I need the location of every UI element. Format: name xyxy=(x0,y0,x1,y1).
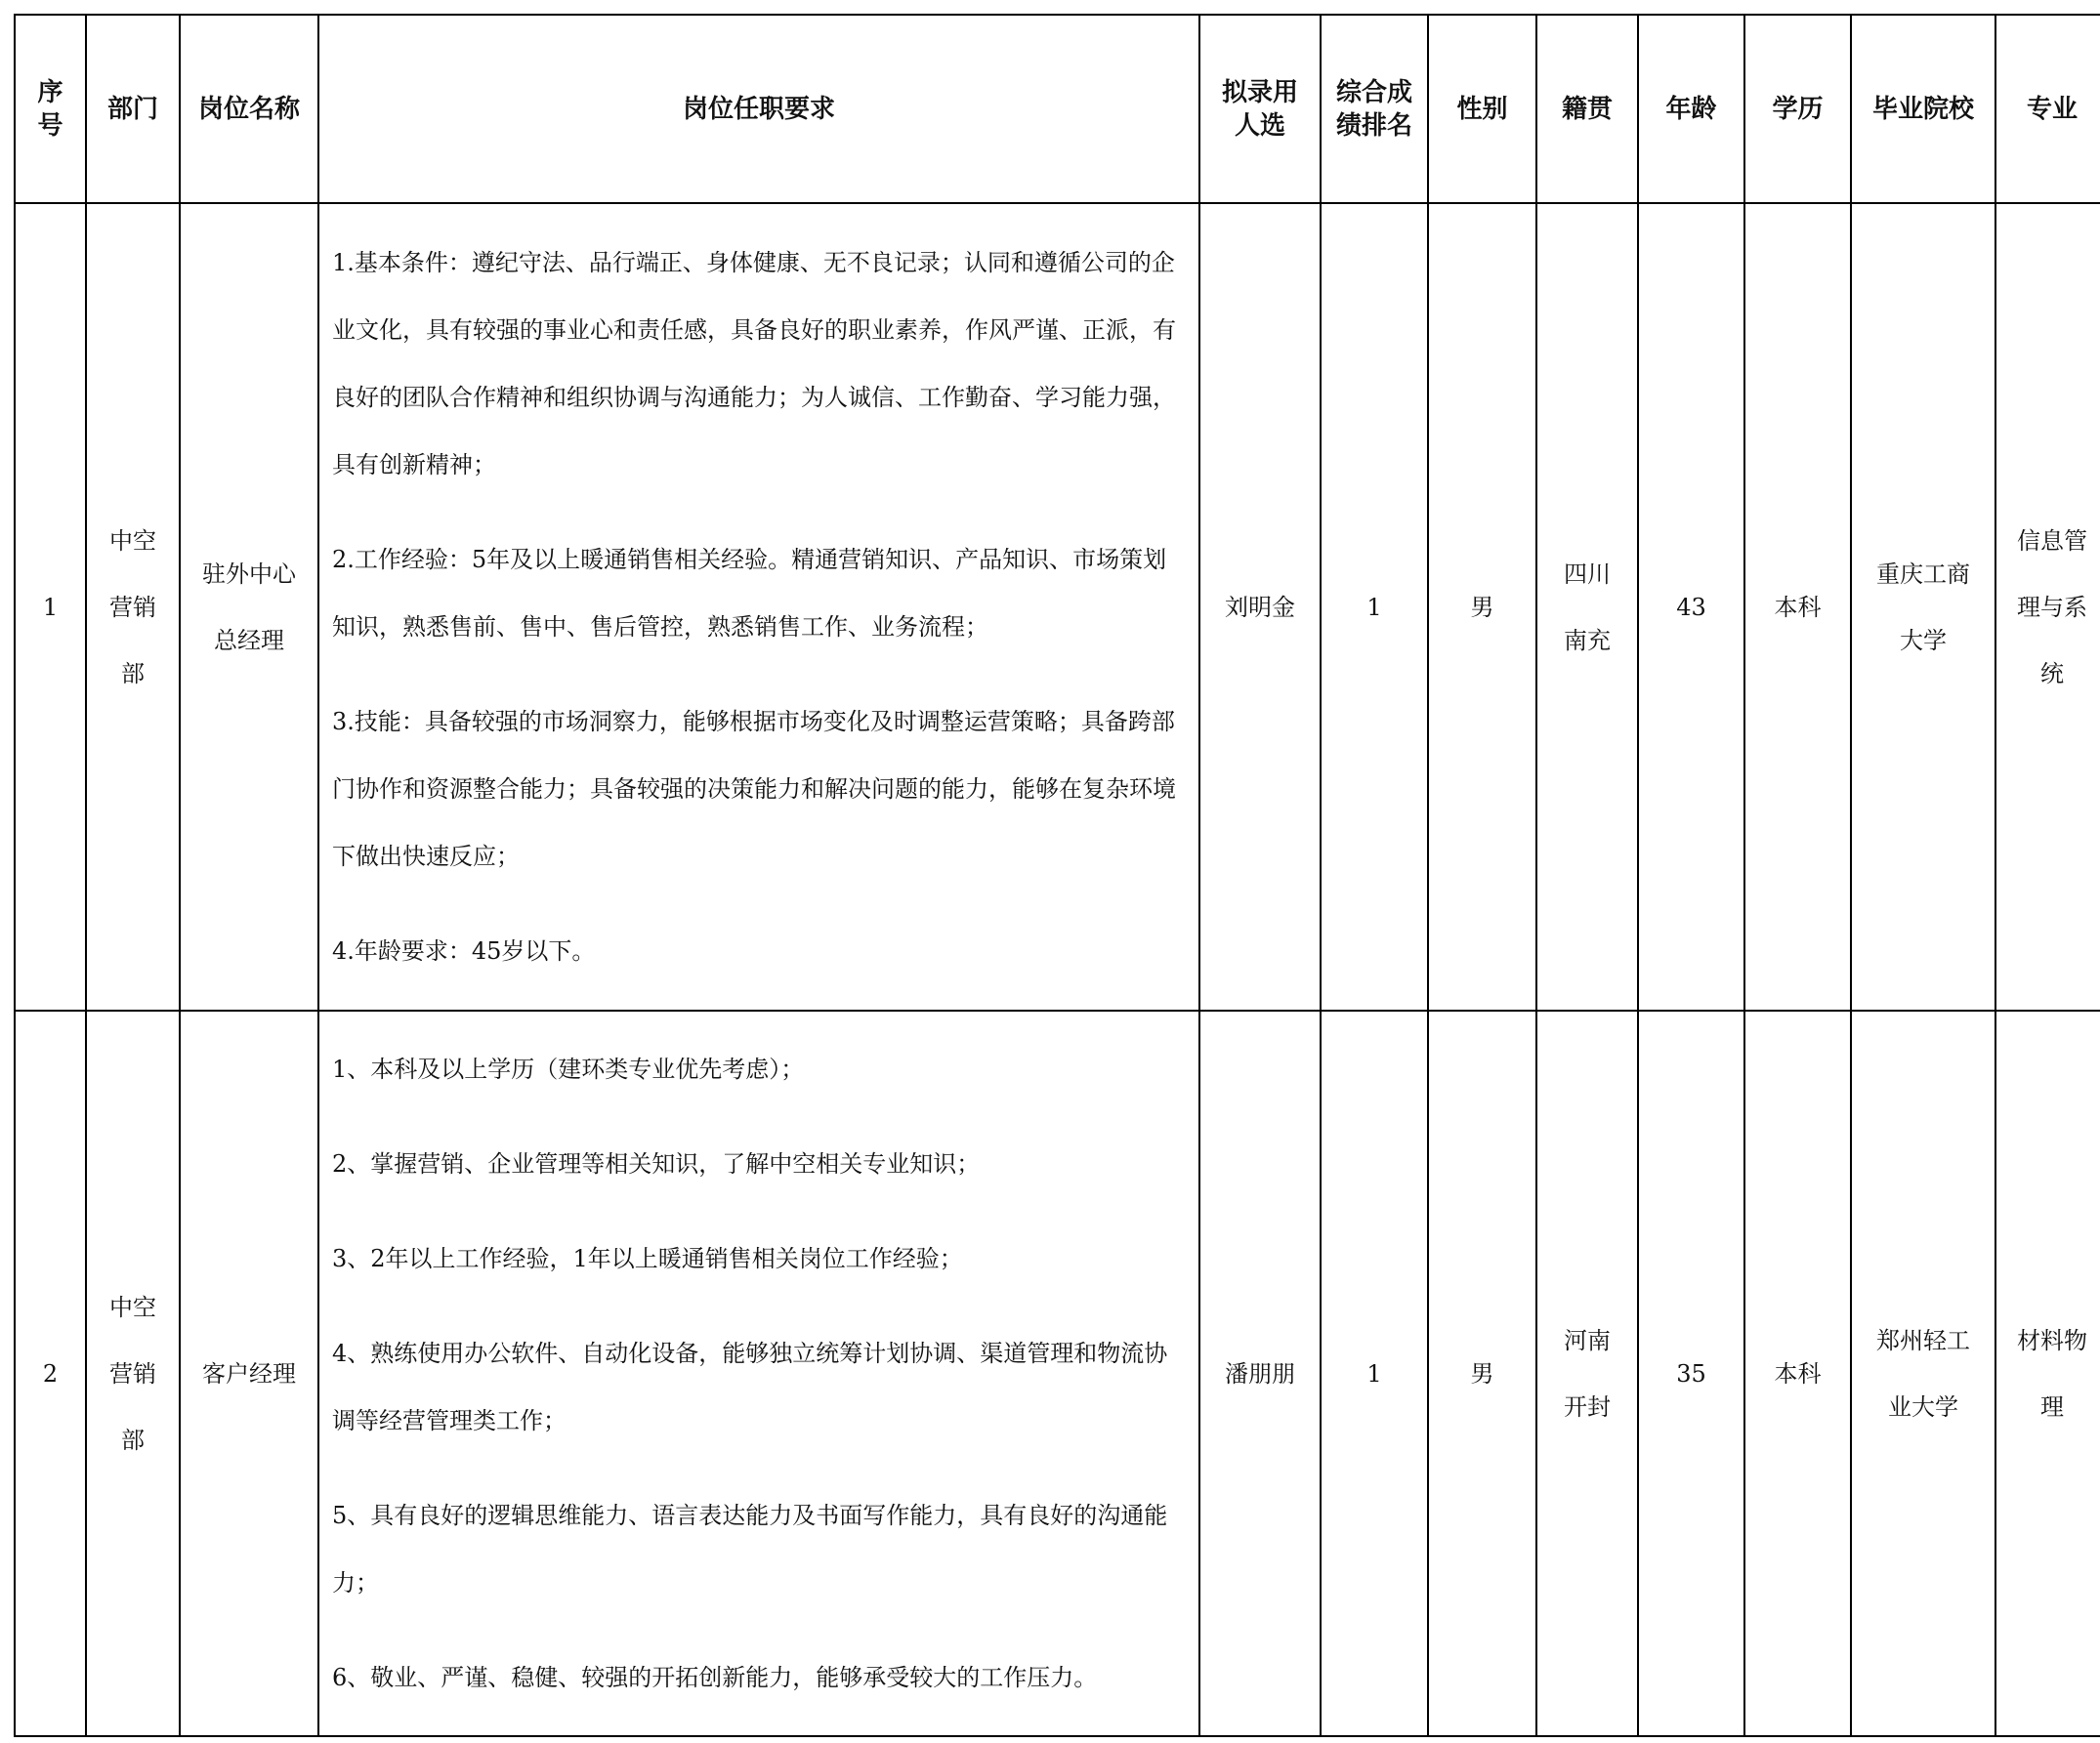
header-school: 毕业院校 xyxy=(1851,15,1995,203)
requirement-item: 5、具有良好的逻辑思维能力、语言表达能力及书面写作能力，具有良好的沟通能力； xyxy=(332,1501,1168,1597)
row-age: 43 xyxy=(1638,203,1744,1011)
row-rank: 1 xyxy=(1321,1011,1428,1736)
requirement-item: 6、敬业、严谨、稳健、较强的开拓创新能力，能够承受较大的工作压力。 xyxy=(332,1663,1098,1691)
row-dept: 中空营销部 xyxy=(86,203,180,1011)
header-candidate: 拟录用人选 xyxy=(1199,15,1321,203)
requirement-item: 4、熟练使用办公软件、自动化设备，能够独立统筹计划协调、渠道管理和物流协调等经营管理类工作； xyxy=(332,1339,1168,1434)
requirement-item: 3.技能：具备较强的市场洞察力，能够根据市场变化及时调整运营策略；具备跨部门协作和资源整合能力；具备较强的决策能力和解决问题的能力，能够在复杂环境下做出快速反应； xyxy=(332,707,1176,870)
requirement-item: 4.年龄要求：45岁以下。 xyxy=(332,936,596,965)
header-seq: 序号 xyxy=(15,15,86,203)
row-position: 驻外中心总经理 xyxy=(180,203,318,1011)
row-candidate: 潘朋朋 xyxy=(1199,1011,1321,1736)
row-gender: 男 xyxy=(1428,1011,1536,1736)
header-rank: 综合成绩排名 xyxy=(1321,15,1428,203)
header-major: 专业 xyxy=(1995,15,2100,203)
row-education: 本科 xyxy=(1744,203,1851,1011)
header-dept: 部门 xyxy=(86,15,180,203)
requirement-item: 2.工作经验：5年及以上暖通销售相关经验。精通营销知识、产品知识、市场策划知识，熟悉售前、售中、售后管控，熟悉销售工作、业务流程； xyxy=(332,545,1167,641)
row-major: 信息管理与系统 xyxy=(1995,203,2100,1011)
row-origin: 河南开封 xyxy=(1536,1011,1638,1736)
requirement-item: 1、本科及以上学历（建环类专业优先考虑）； xyxy=(332,1055,805,1083)
requirement-item: 3、2年以上工作经验，1年以上暖通销售相关岗位工作经验； xyxy=(332,1244,963,1272)
hiring-roster-table xyxy=(14,14,2100,1737)
header-origin: 籍贯 xyxy=(1536,15,1638,203)
requirement-item: 1.基本条件：遵纪守法、品行端正、身体健康、无不良记录；认同和遵循公司的企业文化，具有较强的事业心和责任感，具备良好的职业素养，作风严谨、正派，有良好的团队合作精神和组织协调与沟通能力；为人诚信、工作勤奋、学习能力强，具有创新精神； xyxy=(332,248,1176,478)
row-rank: 1 xyxy=(1321,203,1428,1011)
row-school: 重庆工商大学 xyxy=(1851,203,1995,1011)
row-school: 郑州轻工业大学 xyxy=(1851,1011,1995,1736)
table-row xyxy=(15,1011,2100,1736)
requirement-item: 2、掌握营销、企业管理等相关知识，了解中空相关专业知识； xyxy=(332,1149,981,1178)
header-gender: 性别 xyxy=(1428,15,1536,203)
row-requirements xyxy=(318,203,1199,1011)
table-row xyxy=(15,203,2100,1011)
row-seq: 2 xyxy=(15,1011,86,1736)
header-requirements: 岗位任职要求 xyxy=(318,15,1199,203)
header-row xyxy=(15,15,2100,203)
row-age: 35 xyxy=(1638,1011,1744,1736)
row-gender: 男 xyxy=(1428,203,1536,1011)
row-candidate: 刘明金 xyxy=(1199,203,1321,1011)
row-position: 客户经理 xyxy=(180,1011,318,1736)
row-major: 材料物理 xyxy=(1995,1011,2100,1736)
row-education: 本科 xyxy=(1744,1011,1851,1736)
header-position: 岗位名称 xyxy=(180,15,318,203)
header-education: 学历 xyxy=(1744,15,1851,203)
row-origin: 四川南充 xyxy=(1536,203,1638,1011)
row-dept: 中空营销部 xyxy=(86,1011,180,1736)
row-seq: 1 xyxy=(15,203,86,1011)
header-age: 年龄 xyxy=(1638,15,1744,203)
row-requirements xyxy=(318,1011,1199,1736)
